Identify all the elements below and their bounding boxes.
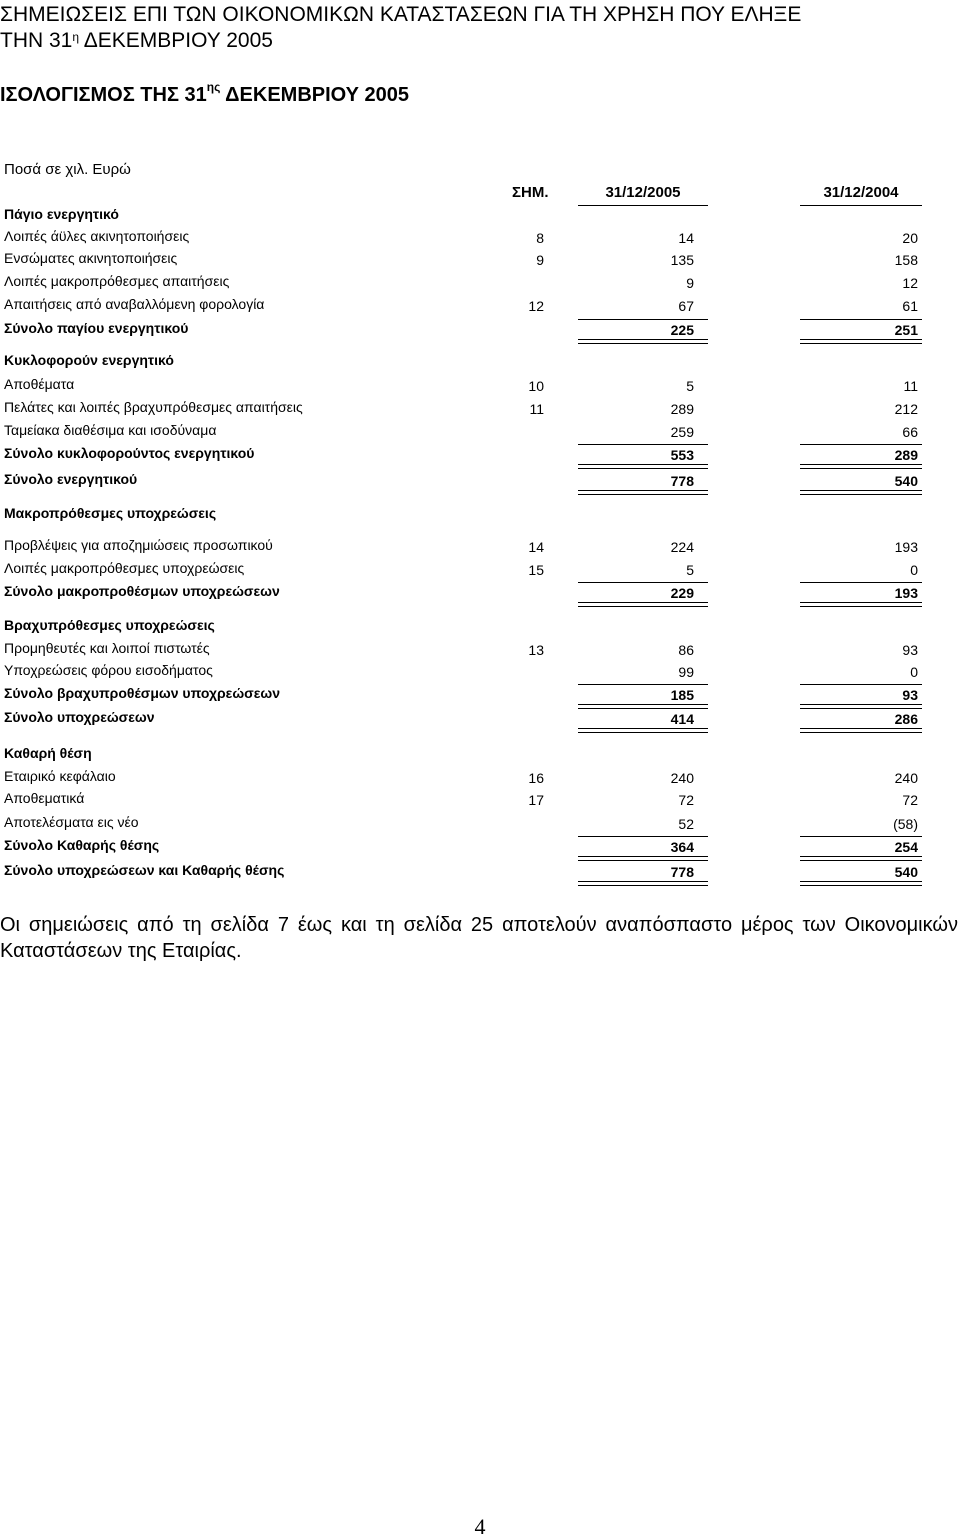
total-double-rule bbox=[800, 704, 922, 705]
value-2004: (58) bbox=[893, 816, 918, 832]
total-double-rule bbox=[578, 732, 708, 733]
value-2005: 225 bbox=[670, 322, 694, 338]
row-label: Κυκλοφορούν ενεργητικό bbox=[4, 352, 174, 368]
value-2005: 289 bbox=[670, 401, 694, 417]
row-label: Αποθέματα bbox=[4, 376, 75, 392]
title-date-text: ΤΗΝ 31 bbox=[0, 29, 73, 52]
footer-note: Οι σημειώσεις από τη σελίδα 7 έως και τη σελίδα 25 αποτελούν αναπόσπαστο μέρος των Οικονομικών Καταστάσεων της Εταιρίας. bbox=[0, 914, 958, 962]
section-heading bbox=[0, 505, 960, 527]
value-2004: 286 bbox=[894, 711, 918, 727]
row-label: Ενσώματες ακινητοποιήσεις bbox=[4, 250, 178, 266]
total-double-rule bbox=[800, 490, 922, 491]
value-2004: 20 bbox=[902, 230, 918, 246]
value-2004: 193 bbox=[894, 585, 918, 601]
value-2005: 414 bbox=[670, 711, 694, 727]
table-row bbox=[0, 814, 960, 836]
row-label: Υποχρεώσεις φόρου εισοδήματος bbox=[4, 662, 213, 678]
row-label: Βραχυπρόθεσμες υποχρεώσεις bbox=[4, 617, 215, 633]
column-header-2005: 31/12/2005 bbox=[605, 184, 681, 201]
section-heading bbox=[0, 352, 960, 374]
balance-title-text: ΙΣΟΛΟΓΙΣΜΟΣ ΤΗΣ 31 bbox=[0, 84, 207, 106]
value-2005: 14 bbox=[678, 230, 694, 246]
balance-title-month: ΔΕΚΕΜΒΡΙΟΥ 2005 bbox=[220, 84, 410, 106]
row-note-ref: 9 bbox=[536, 252, 544, 268]
subtotal-rule bbox=[578, 444, 708, 445]
table-row bbox=[0, 422, 960, 444]
row-label: Πάγιο ενεργητικό bbox=[4, 206, 119, 222]
value-2005: 259 bbox=[670, 424, 694, 440]
subtotal-rule bbox=[578, 582, 708, 583]
value-2005: 553 bbox=[670, 447, 694, 463]
value-2004: 251 bbox=[894, 322, 918, 338]
row-label: Απαιτήσεις από αναβαλλόμενη φορολογία bbox=[4, 296, 265, 312]
value-2004: 0 bbox=[910, 664, 918, 680]
total-double-rule bbox=[800, 494, 922, 495]
subtotal-rule bbox=[800, 444, 922, 445]
subtotal-rule bbox=[578, 319, 708, 320]
document-title-line2 bbox=[0, 28, 273, 54]
value-2004: 93 bbox=[902, 642, 918, 658]
total-double-rule bbox=[578, 494, 708, 495]
value-2005: 185 bbox=[670, 687, 694, 703]
total-double-rule bbox=[578, 343, 708, 344]
document-title-line1: ΣΗΜΕΙΩΣΕΙΣ ΕΠΙ ΤΩΝ ΟΙΚΟΝΟΜΙΚΩΝ ΚΑΤΑΣΤΑΣΕΩΝ ΓΙΑ ΤΗ ΧΡΗΣΗ ΠΟΥ ΕΛΗΞΕ bbox=[0, 3, 802, 26]
row-label: Καθαρή θέση bbox=[4, 745, 92, 761]
row-label: Αποθεματικά bbox=[4, 790, 85, 806]
total-double-rule bbox=[800, 602, 922, 603]
value-2004: 61 bbox=[902, 298, 918, 314]
table-row bbox=[0, 399, 960, 421]
row-note-ref: 11 bbox=[529, 401, 544, 417]
row-label: Λοιπές μακροπρόθεσμες απαιτήσεις bbox=[4, 273, 230, 289]
value-2005: 52 bbox=[678, 816, 694, 832]
total-double-rule bbox=[578, 468, 708, 469]
table-row bbox=[0, 560, 960, 582]
table-row bbox=[0, 768, 960, 790]
value-2004: 240 bbox=[894, 770, 918, 786]
table-row bbox=[0, 296, 960, 318]
value-2004: 540 bbox=[894, 864, 918, 880]
row-note-ref: 16 bbox=[528, 770, 544, 786]
row-note-ref: 14 bbox=[528, 539, 544, 555]
total-double-rule bbox=[800, 728, 922, 729]
value-2005: 778 bbox=[670, 473, 694, 489]
total-double-rule bbox=[800, 464, 922, 465]
subtotal-rule bbox=[578, 684, 708, 685]
table-row bbox=[0, 537, 960, 559]
value-2004: 254 bbox=[894, 839, 918, 855]
column-header-2004: 31/12/2004 bbox=[823, 184, 899, 201]
row-label: Λοιπές μακροπρόθεσμες υποχρεώσεις bbox=[4, 560, 245, 576]
value-2005: 778 bbox=[670, 864, 694, 880]
total-double-rule bbox=[578, 606, 708, 607]
table-row bbox=[0, 376, 960, 398]
row-note-ref: 8 bbox=[536, 230, 544, 246]
total-double-rule bbox=[578, 704, 708, 705]
row-label: Προμηθευτές και λοιποί πιστωτές bbox=[4, 640, 210, 656]
total-double-rule bbox=[578, 885, 708, 886]
value-2004: 72 bbox=[902, 792, 918, 808]
subtotal-rule bbox=[800, 836, 922, 837]
value-2005: 72 bbox=[678, 792, 694, 808]
table-row bbox=[0, 662, 960, 684]
value-2004: 212 bbox=[894, 401, 918, 417]
value-2004: 540 bbox=[894, 473, 918, 489]
value-2004: 158 bbox=[894, 252, 918, 268]
row-label: Εταιρικό κεφάλαιο bbox=[4, 768, 116, 784]
row-label: Σύνολο υποχρεώσεων και Καθαρής θέσης bbox=[4, 862, 285, 878]
row-label: Πελάτες και λοιπές βραχυπρόθεσμες απαιτήσεις bbox=[4, 399, 303, 415]
total-double-rule bbox=[578, 464, 708, 465]
row-label: Προβλέψεις για αποζημιώσεις προσωπικού bbox=[4, 537, 273, 553]
balance-title-ordinal: ης bbox=[206, 80, 221, 94]
table-row bbox=[0, 228, 960, 250]
value-2005: 67 bbox=[678, 298, 694, 314]
total-double-rule bbox=[578, 490, 708, 491]
total-double-rule bbox=[800, 856, 922, 857]
row-label: Αποτελέσματα εις νέο bbox=[4, 814, 139, 830]
value-2005: 5 bbox=[686, 562, 694, 578]
row-note-ref: 13 bbox=[528, 642, 544, 658]
value-2004: 66 bbox=[902, 424, 918, 440]
value-2005: 135 bbox=[670, 252, 694, 268]
amounts-unit-note: Ποσά σε χιλ. Ευρώ bbox=[4, 161, 131, 178]
row-note-ref: 15 bbox=[528, 562, 544, 578]
subtotal-rule bbox=[800, 582, 922, 583]
page-number: 4 bbox=[474, 1514, 486, 1539]
section-heading bbox=[0, 617, 960, 639]
total-double-rule bbox=[800, 732, 922, 733]
total-double-rule bbox=[800, 860, 922, 861]
total-double-rule bbox=[578, 602, 708, 603]
value-2005: 5 bbox=[686, 378, 694, 394]
value-2005: 364 bbox=[670, 839, 694, 855]
row-label: Σύνολο κυκλοφορούντος ενεργητικού bbox=[4, 445, 255, 461]
total-double-rule bbox=[800, 708, 922, 709]
table-row bbox=[0, 273, 960, 295]
title-ordinal: η bbox=[72, 30, 80, 44]
table-row bbox=[0, 250, 960, 272]
value-2005: 240 bbox=[670, 770, 694, 786]
total-double-rule bbox=[578, 339, 708, 340]
section-heading bbox=[0, 745, 960, 767]
table-row bbox=[0, 640, 960, 662]
total-double-rule bbox=[578, 728, 708, 729]
row-label: Σύνολο υποχρεώσεων bbox=[4, 709, 155, 725]
total-double-rule bbox=[800, 343, 922, 344]
value-2004: 12 bbox=[902, 275, 918, 291]
total-double-rule bbox=[800, 468, 922, 469]
row-label: Μακροπρόθεσμες υποχρεώσεις bbox=[4, 505, 217, 521]
row-label: Σύνολο παγίου ενεργητικού bbox=[4, 320, 189, 336]
row-label: Σύνολο Καθαρής θέσης bbox=[4, 837, 160, 853]
row-note-ref: 17 bbox=[528, 792, 544, 808]
total-double-rule bbox=[800, 885, 922, 886]
value-2004: 193 bbox=[894, 539, 918, 555]
subtotal-rule bbox=[800, 319, 922, 320]
value-2005: 86 bbox=[678, 642, 694, 658]
row-label: Λοιπές άϋλες ακινητοποιήσεις bbox=[4, 228, 190, 244]
value-2005: 99 bbox=[678, 664, 694, 680]
value-2005: 229 bbox=[670, 585, 694, 601]
row-label: Σύνολο ενεργητικού bbox=[4, 471, 138, 487]
total-double-rule bbox=[800, 339, 922, 340]
total-double-rule bbox=[578, 860, 708, 861]
subtotal-rule bbox=[800, 684, 922, 685]
total-double-rule bbox=[578, 881, 708, 882]
row-note-ref: 10 bbox=[528, 378, 544, 394]
section-heading bbox=[0, 206, 960, 228]
value-2005: 9 bbox=[686, 275, 694, 291]
row-label: Σύνολο μακροπροθέσμων υποχρεώσεων bbox=[4, 583, 280, 599]
total-double-rule bbox=[800, 606, 922, 607]
value-2004: 0 bbox=[910, 562, 918, 578]
row-label: Σύνολο βραχυπροθέσμων υποχρεώσεων bbox=[4, 685, 280, 701]
value-2004: 93 bbox=[902, 687, 918, 703]
row-note-ref: 12 bbox=[528, 298, 544, 314]
table-row bbox=[0, 790, 960, 812]
column-header-note: ΣΗΜ. bbox=[512, 184, 549, 201]
subtotal-rule bbox=[578, 836, 708, 837]
value-2004: 11 bbox=[903, 378, 918, 394]
total-double-rule bbox=[800, 881, 922, 882]
row-label: Ταμείακα διαθέσιμα και ισοδύναμα bbox=[4, 422, 217, 438]
balance-sheet-title bbox=[0, 80, 410, 107]
value-2005: 224 bbox=[670, 539, 694, 555]
title-month-text: ΔΕΚΕΜΒΡΙΟΥ 2005 bbox=[79, 29, 273, 52]
total-double-rule bbox=[578, 708, 708, 709]
value-2004: 289 bbox=[894, 447, 918, 463]
total-double-rule bbox=[578, 856, 708, 857]
